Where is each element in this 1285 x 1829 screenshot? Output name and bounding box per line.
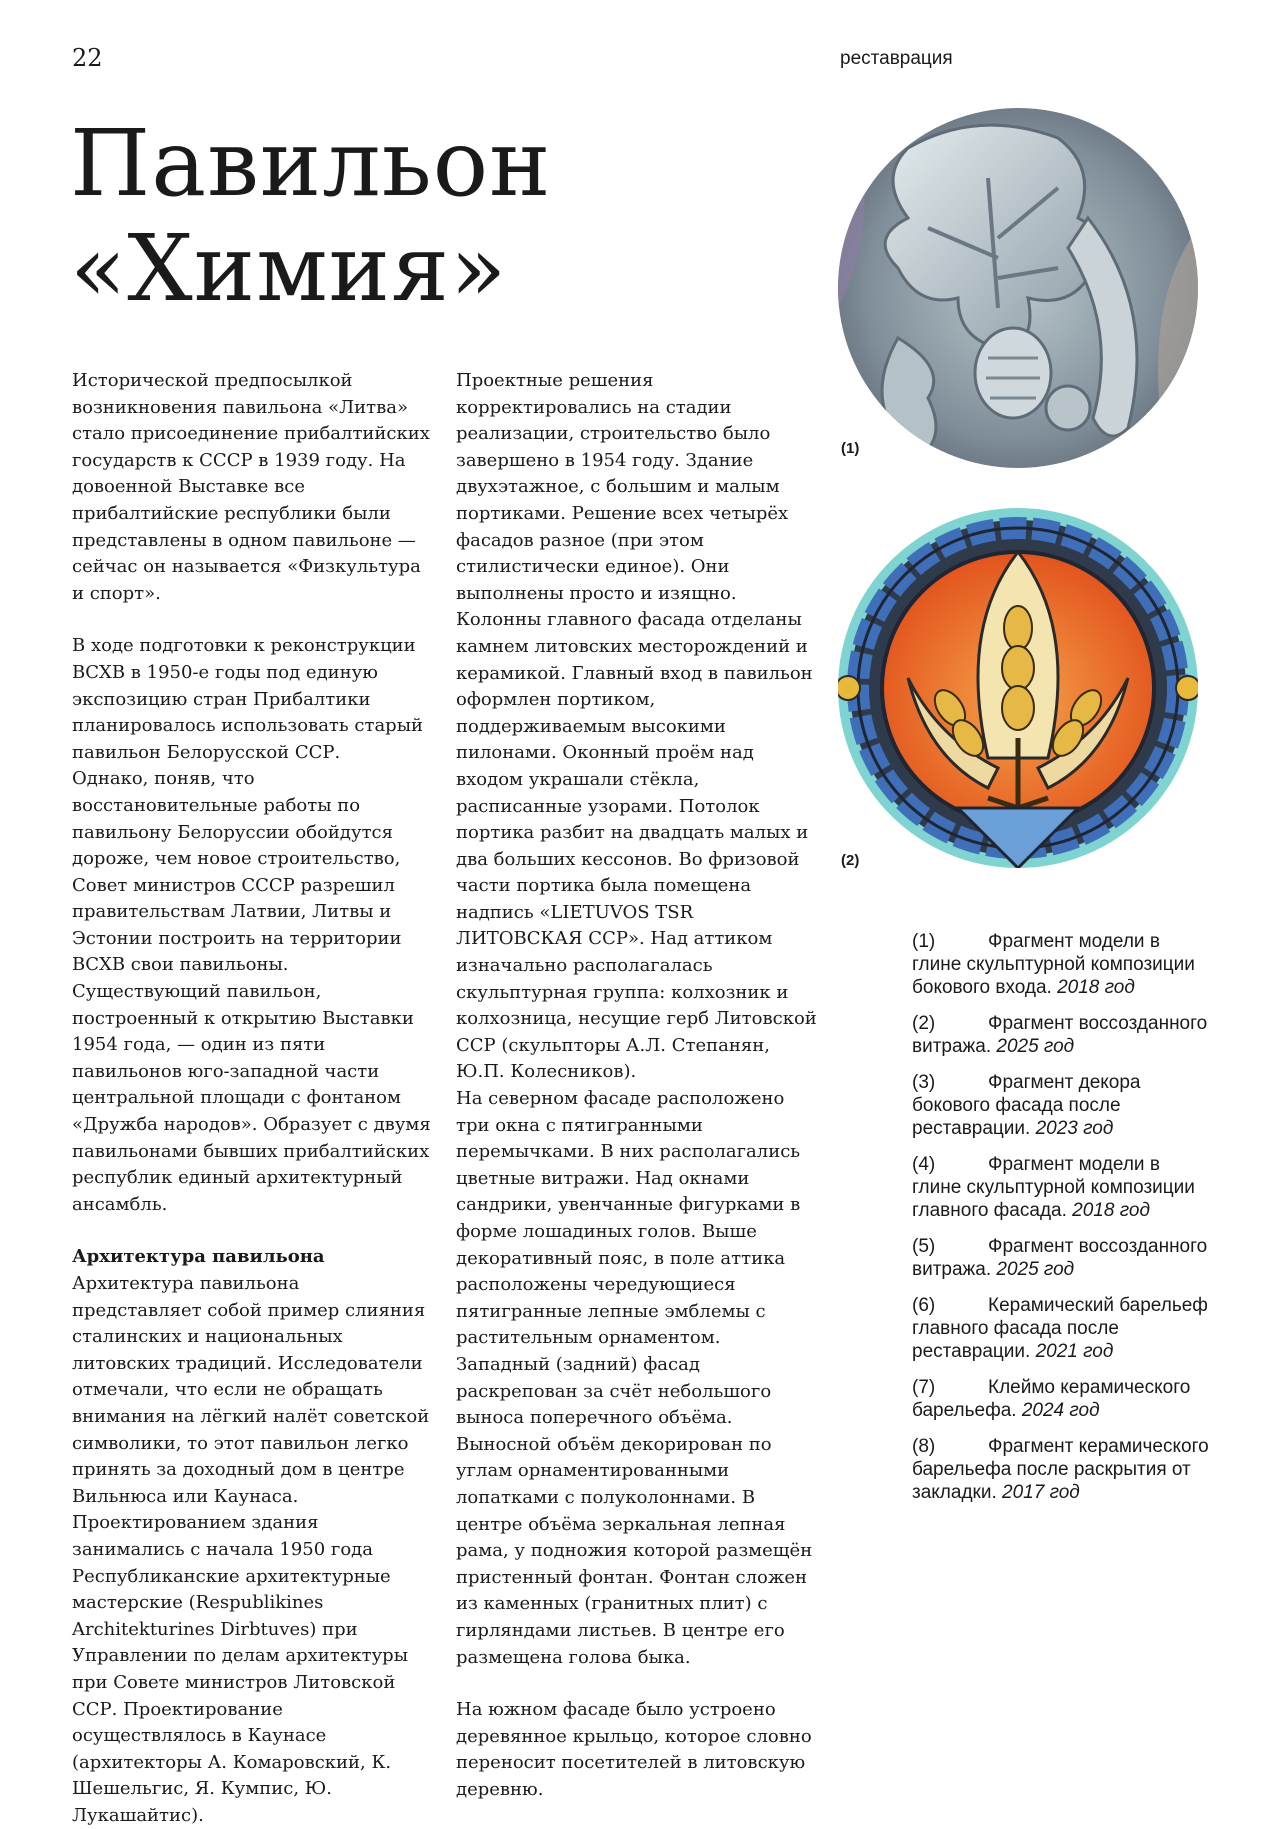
title-line-2: «Химия» — [70, 214, 508, 322]
caption-item — [912, 1294, 1212, 1363]
caption-year: 2025 год — [996, 1259, 1075, 1280]
caption-year: 2017 год — [1002, 1482, 1080, 1503]
paragraph: На южном фасаде было устроено деревянное крыльцо, которое словно переносит посетителей в литовскую деревню. — [456, 1699, 812, 1800]
caption-year: 2025 год — [996, 1036, 1075, 1057]
caption-item — [912, 1435, 1212, 1504]
caption-text: Фрагмент модели в глине скульптурной композиции главного фасада. — [912, 1154, 1195, 1221]
caption-text: Керамический барельеф главного фасада после реставрации. — [912, 1295, 1208, 1362]
caption-item — [912, 1071, 1212, 1140]
caption-number: (6) — [912, 1295, 936, 1316]
caption-text: Фрагмент воссозданного витража. — [912, 1013, 1208, 1057]
caption-text: Фрагмент модели в глине скульптурной композиции бокового входа. — [912, 931, 1195, 998]
photo-label: (2) — [841, 852, 860, 869]
paragraph: Исторической предпосылкой возникновения павильона «Литва» стало присоединение прибалтийских государств к СССР в 1939 году. На довоенной Выставке все прибалтийские республики были представлены в одном павильоне — сейчас он называется «Физкультура и спорт». — [72, 370, 430, 604]
stained-glass-wheat-image — [838, 508, 1198, 868]
captions-list — [912, 930, 1212, 1517]
caption-item — [912, 1012, 1212, 1058]
caption-year: 2024 год — [1021, 1400, 1100, 1421]
paragraph: Западный (задний) фасад раскрепован за счёт небольшого выноса поперечного объёма. Выносной объём декорирован по углам орнаментированными лопатками с полуколоннами. В центре объёма зеркальная лепная рама, у подножия которой размещён пристенный фонтан. Фонтан сложен из каменных (гранитных плит) с гирляндами листьев. В центре его размещена голова быка. — [456, 1353, 813, 1668]
caption-text: Фрагмент керамического барельефа после раскрытия от закладки. — [912, 1436, 1209, 1503]
paragraph: В ходе подготовки к реконструкции ВСХВ в 1950-е годы под единую экспозицию стран Прибалтики планировалось использовать старый павильон Белорусской ССР. — [72, 635, 424, 763]
paragraph: На северном фасаде расположено три окна с пятигранными перемычками. В них располагались цветные витражи. Над окнами сандрики, увенчанные фигурками в форме лошадиных голов. Выше декоративный пояс, в поле аттика расположены чередующиеся пятигранные лепные эмблемы с растительным орнаментом. — [456, 1088, 801, 1349]
caption-year: 2023 год — [1035, 1118, 1114, 1139]
caption-number: (7) — [912, 1377, 936, 1398]
caption-number: (2) — [912, 1013, 936, 1034]
title-line-1: Павильон — [70, 110, 552, 217]
caption-text: Клеймо керамического барельефа. — [912, 1377, 1191, 1421]
caption-item — [912, 1376, 1212, 1422]
caption-text: Фрагмент воссозданного витража. — [912, 1236, 1208, 1280]
caption-year: 2018 год — [1072, 1200, 1150, 1221]
section-label: реставрация — [840, 48, 953, 69]
caption-item — [912, 1235, 1212, 1281]
photo-stained-glass — [838, 508, 1198, 868]
paragraph: Архитектура павильона представляет собой пример слияния сталинских и национальных литовских традиций. Исследователи отмечали, что если не обращать внимания на лёгкий налёт советской символики, то этот павильон легко принять за доходный дом в центре Вильнюса или Каунаса. — [72, 1273, 430, 1507]
caption-item — [912, 930, 1212, 999]
caption-number: (4) — [912, 1154, 936, 1175]
photo-label: (1) — [841, 440, 860, 457]
paragraph: Проектированием здания занимались с начала 1950 года Республиканские архитектурные мастерские (Respublikines Architekturines Dirbtuves) при Управлении по делам архитектуры при Совете министров Литовской ССР. Проектирование осуществлялось в Каунасе (архитекторы А. Комаровский, К. Шешельгис, Я. Кумпис, Ю. Лукашайтис). — [72, 1512, 409, 1826]
page-title — [70, 112, 770, 322]
caption-item — [912, 1153, 1212, 1222]
caption-number: (3) — [912, 1072, 936, 1093]
caption-number: (8) — [912, 1436, 936, 1457]
section-heading: Архитектура павильона — [72, 1246, 325, 1268]
caption-year: 2018 год — [1057, 977, 1135, 998]
caption-number: (1) — [912, 931, 936, 952]
caption-number: (5) — [912, 1236, 936, 1257]
paragraph: Существующий павильон, построенный к открытию Выставки 1954 года, — один из пяти павильонов юго-западной части центральной площади с фонтаном «Дружба народов». Образует с двумя павильонами бывших прибалтийских республик единый архитектурный ансамбль. — [72, 981, 431, 1215]
text-column-1 — [72, 368, 432, 1829]
caption-text: Фрагмент декора бокового фасада после реставрации. — [912, 1072, 1141, 1139]
text-column-2 — [456, 368, 820, 1803]
paragraph: Однако, поняв, что восстановительные работы по павильону Белоруссии обойдутся дороже, чем новое строительство, Совет министров СССР разрешил правительствам Латвии, Литвы и Эстонии построить на территории ВСХВ свои павильоны. — [72, 768, 402, 976]
caption-year: 2021 год — [1035, 1341, 1114, 1362]
clay-leaf-relief-image — [838, 108, 1198, 468]
page-number: 22 — [72, 44, 103, 72]
paragraph: Проектные решения корректировались на стадии реализации, строительство было завершено в 1954 году. Здание двухэтажное, с большим и малым портиками. Решение всех четырёх фасадов разное (при этом стилистически единое). Они выполнены просто и изящно. Колонны главного фасада отделаны камнем литовских месторождений и керамикой. Главный вход в павильон оформлен портиком, поддерживаемым высокими пилонами. Оконный проём над входом украшали стёкла, расписанные узорами. Потолок портика разбит на двадцать малых и два больших кессонов. Во фризовой части портика была помещена надпись «LIETUVOS TSR ЛИТОВСКАЯ ССР». Над аттиком изначально располагалась скульптурная группа: колхозник и колхозница, несущие герб Литовской ССР (скульпторы А.Л. Степанян, Ю.П. Колесников). — [456, 370, 817, 1083]
photo-clay-relief — [838, 108, 1198, 468]
